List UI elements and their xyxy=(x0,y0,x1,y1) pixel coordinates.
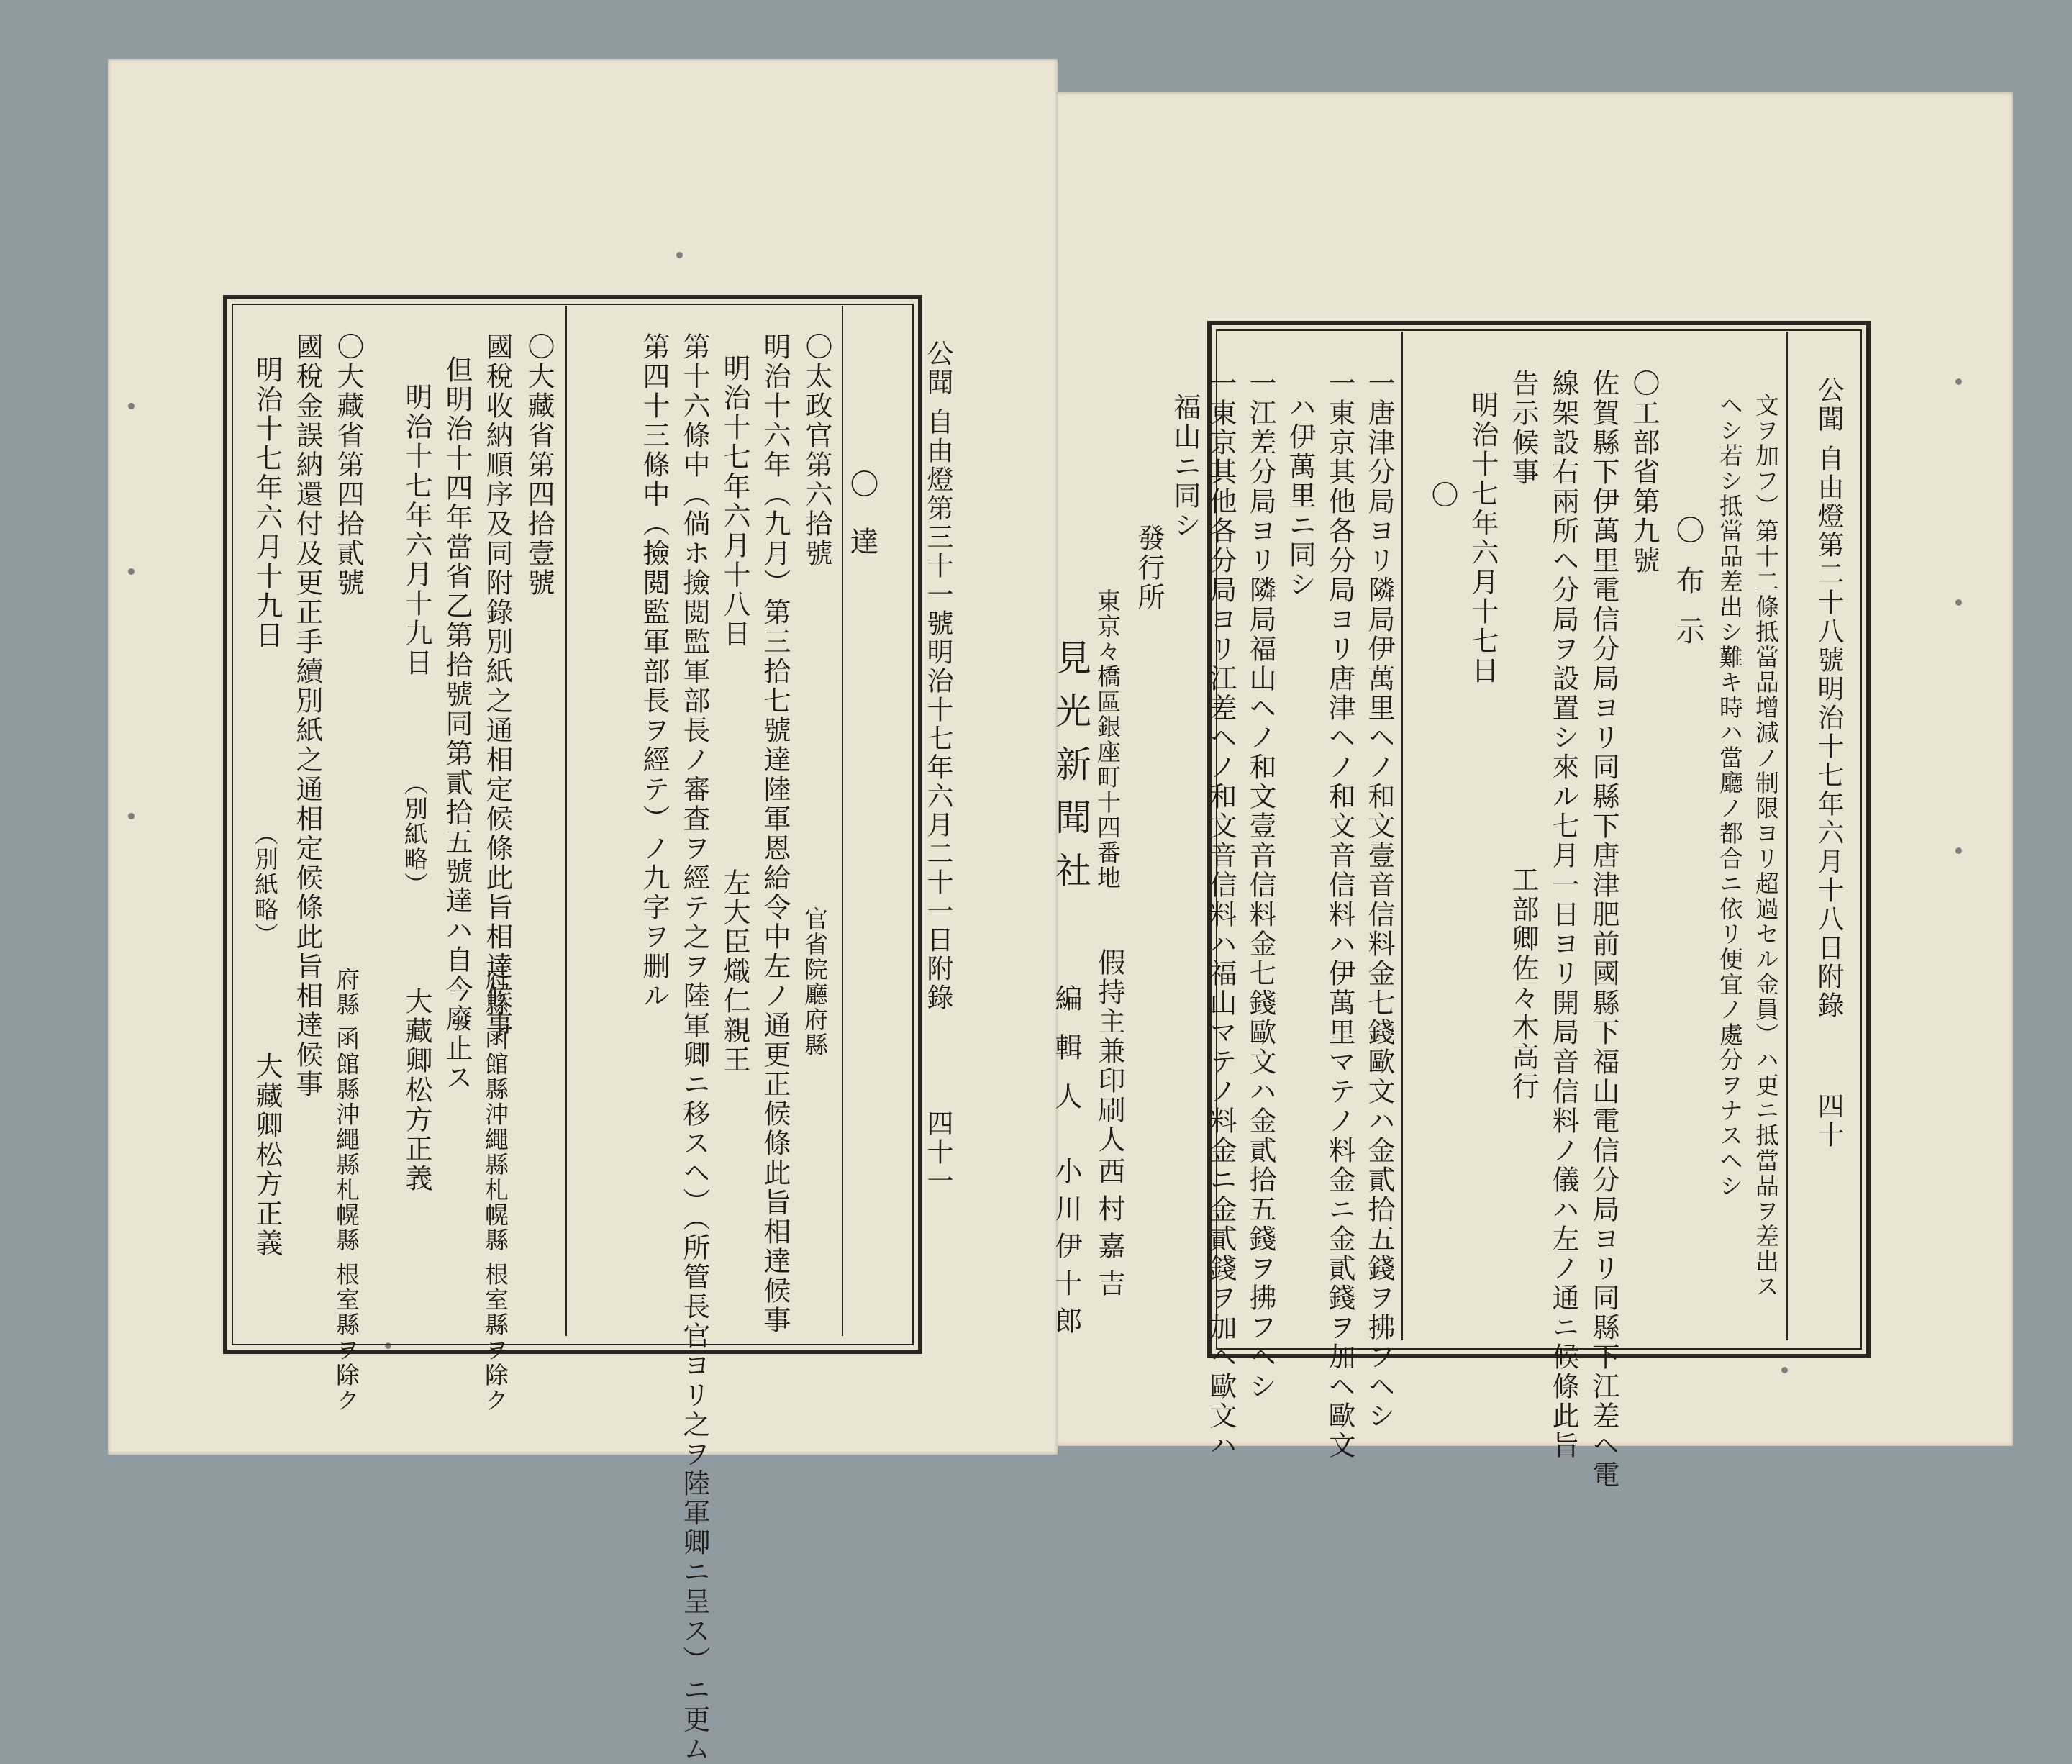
binding-hole xyxy=(1955,847,1962,854)
binding-hole xyxy=(128,813,135,819)
page-number: 四十 xyxy=(1813,1092,1844,1150)
notice-body-line: 告示候事 xyxy=(1507,369,1539,487)
publisher-company: 見光新聞社 xyxy=(1050,639,1091,905)
rate-line: 一江差分局ヨリ隣局福山ヘノ和文壹音信料金七錢歐文ハ金貳拾五錢ヲ拂フヘシ xyxy=(1245,369,1276,1401)
notice-addressee: 官省院廳府縣 xyxy=(801,906,829,1058)
right-page xyxy=(1050,92,2013,1490)
notice-body-line: 國稅收納順序及同附錄別紙之通相定候條此旨相達候事 xyxy=(481,332,513,1040)
notice-body-line: 線架設右兩所ヘ分局ヲ設置シ來ル七月一日ヨリ開局音信料ノ儀ハ左ノ通ニ候條此旨 xyxy=(1548,369,1579,1460)
notice-heading: 〇工部省第九號 xyxy=(1628,369,1660,576)
notice-date: 明治十七年六月十九日 xyxy=(251,355,283,650)
notice-body-line: 佐賀縣下伊萬里電信分局ヨリ同縣下唐津肥前國縣下福山電信分局ヨリ同縣下江差ヘ電 xyxy=(1588,369,1619,1490)
rate-line: 一唐津分局ヨリ隣局伊萬里ヘノ和文壹音信料金七錢歐文ハ金貳拾五錢ヲ拂フヘシ xyxy=(1363,369,1395,1431)
binding-hole xyxy=(128,568,135,575)
preface-line: ヘシ若シ抵當品差出シ難キ時ハ當廳ノ都合ニ依リ便宜ノ處分ヲナスヘシ xyxy=(1716,393,1744,1199)
notice-addressee: 府縣 函館縣沖繩縣札幌縣 根室縣ヲ除ク xyxy=(481,967,509,1413)
notice-date: 明治十七年六月十九日 xyxy=(401,383,432,678)
editor-name: 小川伊十郎 xyxy=(1050,1157,1082,1344)
notice-date: 明治十七年六月十八日 xyxy=(719,354,750,649)
notice-body-line: 第四十三條中（撿閲監軍部長ヲ經テ）ノ九字ヲ删ル xyxy=(638,332,670,1011)
binding-hole xyxy=(1781,1367,1788,1373)
notice-signer: 工部卿佐々木高行 xyxy=(1507,865,1539,1101)
notice-body-line: 明治十六年（九月）第三拾七號達陸軍恩給令中左ノ通更正候條此旨相達候事 xyxy=(759,332,791,1335)
header-title: 公聞 自由燈第三十一號明治十七年六月二十一日附錄 xyxy=(922,340,953,1012)
notice-addressee: 府縣 函館縣沖繩縣札幌縣 根室縣ヲ除ク xyxy=(332,967,360,1413)
section-title: 〇達 xyxy=(845,469,878,584)
section-title: 〇布示 xyxy=(1671,515,1704,666)
notice-signer: 大藏卿松方正義 xyxy=(251,1052,283,1258)
rate-line: 一東京其他各分局ヨリ唐津ヘノ和文音信料ハ伊萬里マテノ料金ニ金貳錢ヲ加ヘ歐文 xyxy=(1324,369,1355,1460)
notice-heading: 〇太政官第六拾號 xyxy=(801,332,832,568)
printer-label: 假持主兼印刷人 xyxy=(1094,948,1125,1155)
rate-line: ハ伊萬里ニ同シ xyxy=(1284,393,1316,599)
notice-signer: 左大臣熾仁親王 xyxy=(719,868,750,1075)
notice-note: （別紙略） xyxy=(251,822,279,947)
page-number: 四十一 xyxy=(922,1109,953,1196)
notice-heading: 〇大藏省第四拾貳號 xyxy=(332,332,364,598)
binding-hole xyxy=(128,403,135,409)
binding-hole xyxy=(1955,599,1962,606)
notice-note: （別紙略） xyxy=(401,771,429,897)
notice-signer: 大藏卿松方正義 xyxy=(401,987,432,1194)
binding-hole xyxy=(676,252,683,258)
printer-name: 西村嘉吉 xyxy=(1094,1157,1125,1306)
notice-body-line: 第十六條中（倘ホ撿閲監軍部長ノ審査ヲ經テ之ヲ陸軍卿ニ移スヘ）（所管長官ヨリ之ヲ陸軍卿ニ呈ス）ニ更ム xyxy=(678,332,710,1764)
notice-heading: 〇大藏省第四拾壹號 xyxy=(523,332,555,598)
circle-mark: 〇 xyxy=(1427,481,1458,510)
notice-body-line: 國稅金誤納還付及更正手續別紙之通相定候條此旨相達候事 xyxy=(291,332,323,1099)
preface-line: 文ヲ加フ）第十二條抵當品增減ノ制限ヨリ超過セル金員）ハ更ニ抵當品ヲ差出ス xyxy=(1752,393,1780,1299)
editor-label: 編輯人 xyxy=(1050,984,1082,1131)
publisher-address: 東京々橋區銀座町十四番地 xyxy=(1094,588,1122,891)
header-title: 公聞 自由燈第二十八號明治十七年六月十八日附錄 xyxy=(1813,376,1844,1020)
notice-body-line: 但明治十四年當省乙第拾號同第貳拾五號達ハ自今廢止ス xyxy=(441,355,473,1093)
notice-date: 明治十七年六月十七日 xyxy=(1467,391,1499,686)
rate-line: 福山ニ同シ xyxy=(1169,393,1201,540)
left-page xyxy=(108,59,1058,1764)
rate-line: 一東京其他各分局ヨリ江差ヘノ和文音信料ハ福山マテノ料金ニ金貳錢ヲ加ヘ歐文ハ xyxy=(1205,369,1237,1460)
binding-hole xyxy=(1955,378,1962,385)
publisher-label: 發行所 xyxy=(1133,524,1165,612)
